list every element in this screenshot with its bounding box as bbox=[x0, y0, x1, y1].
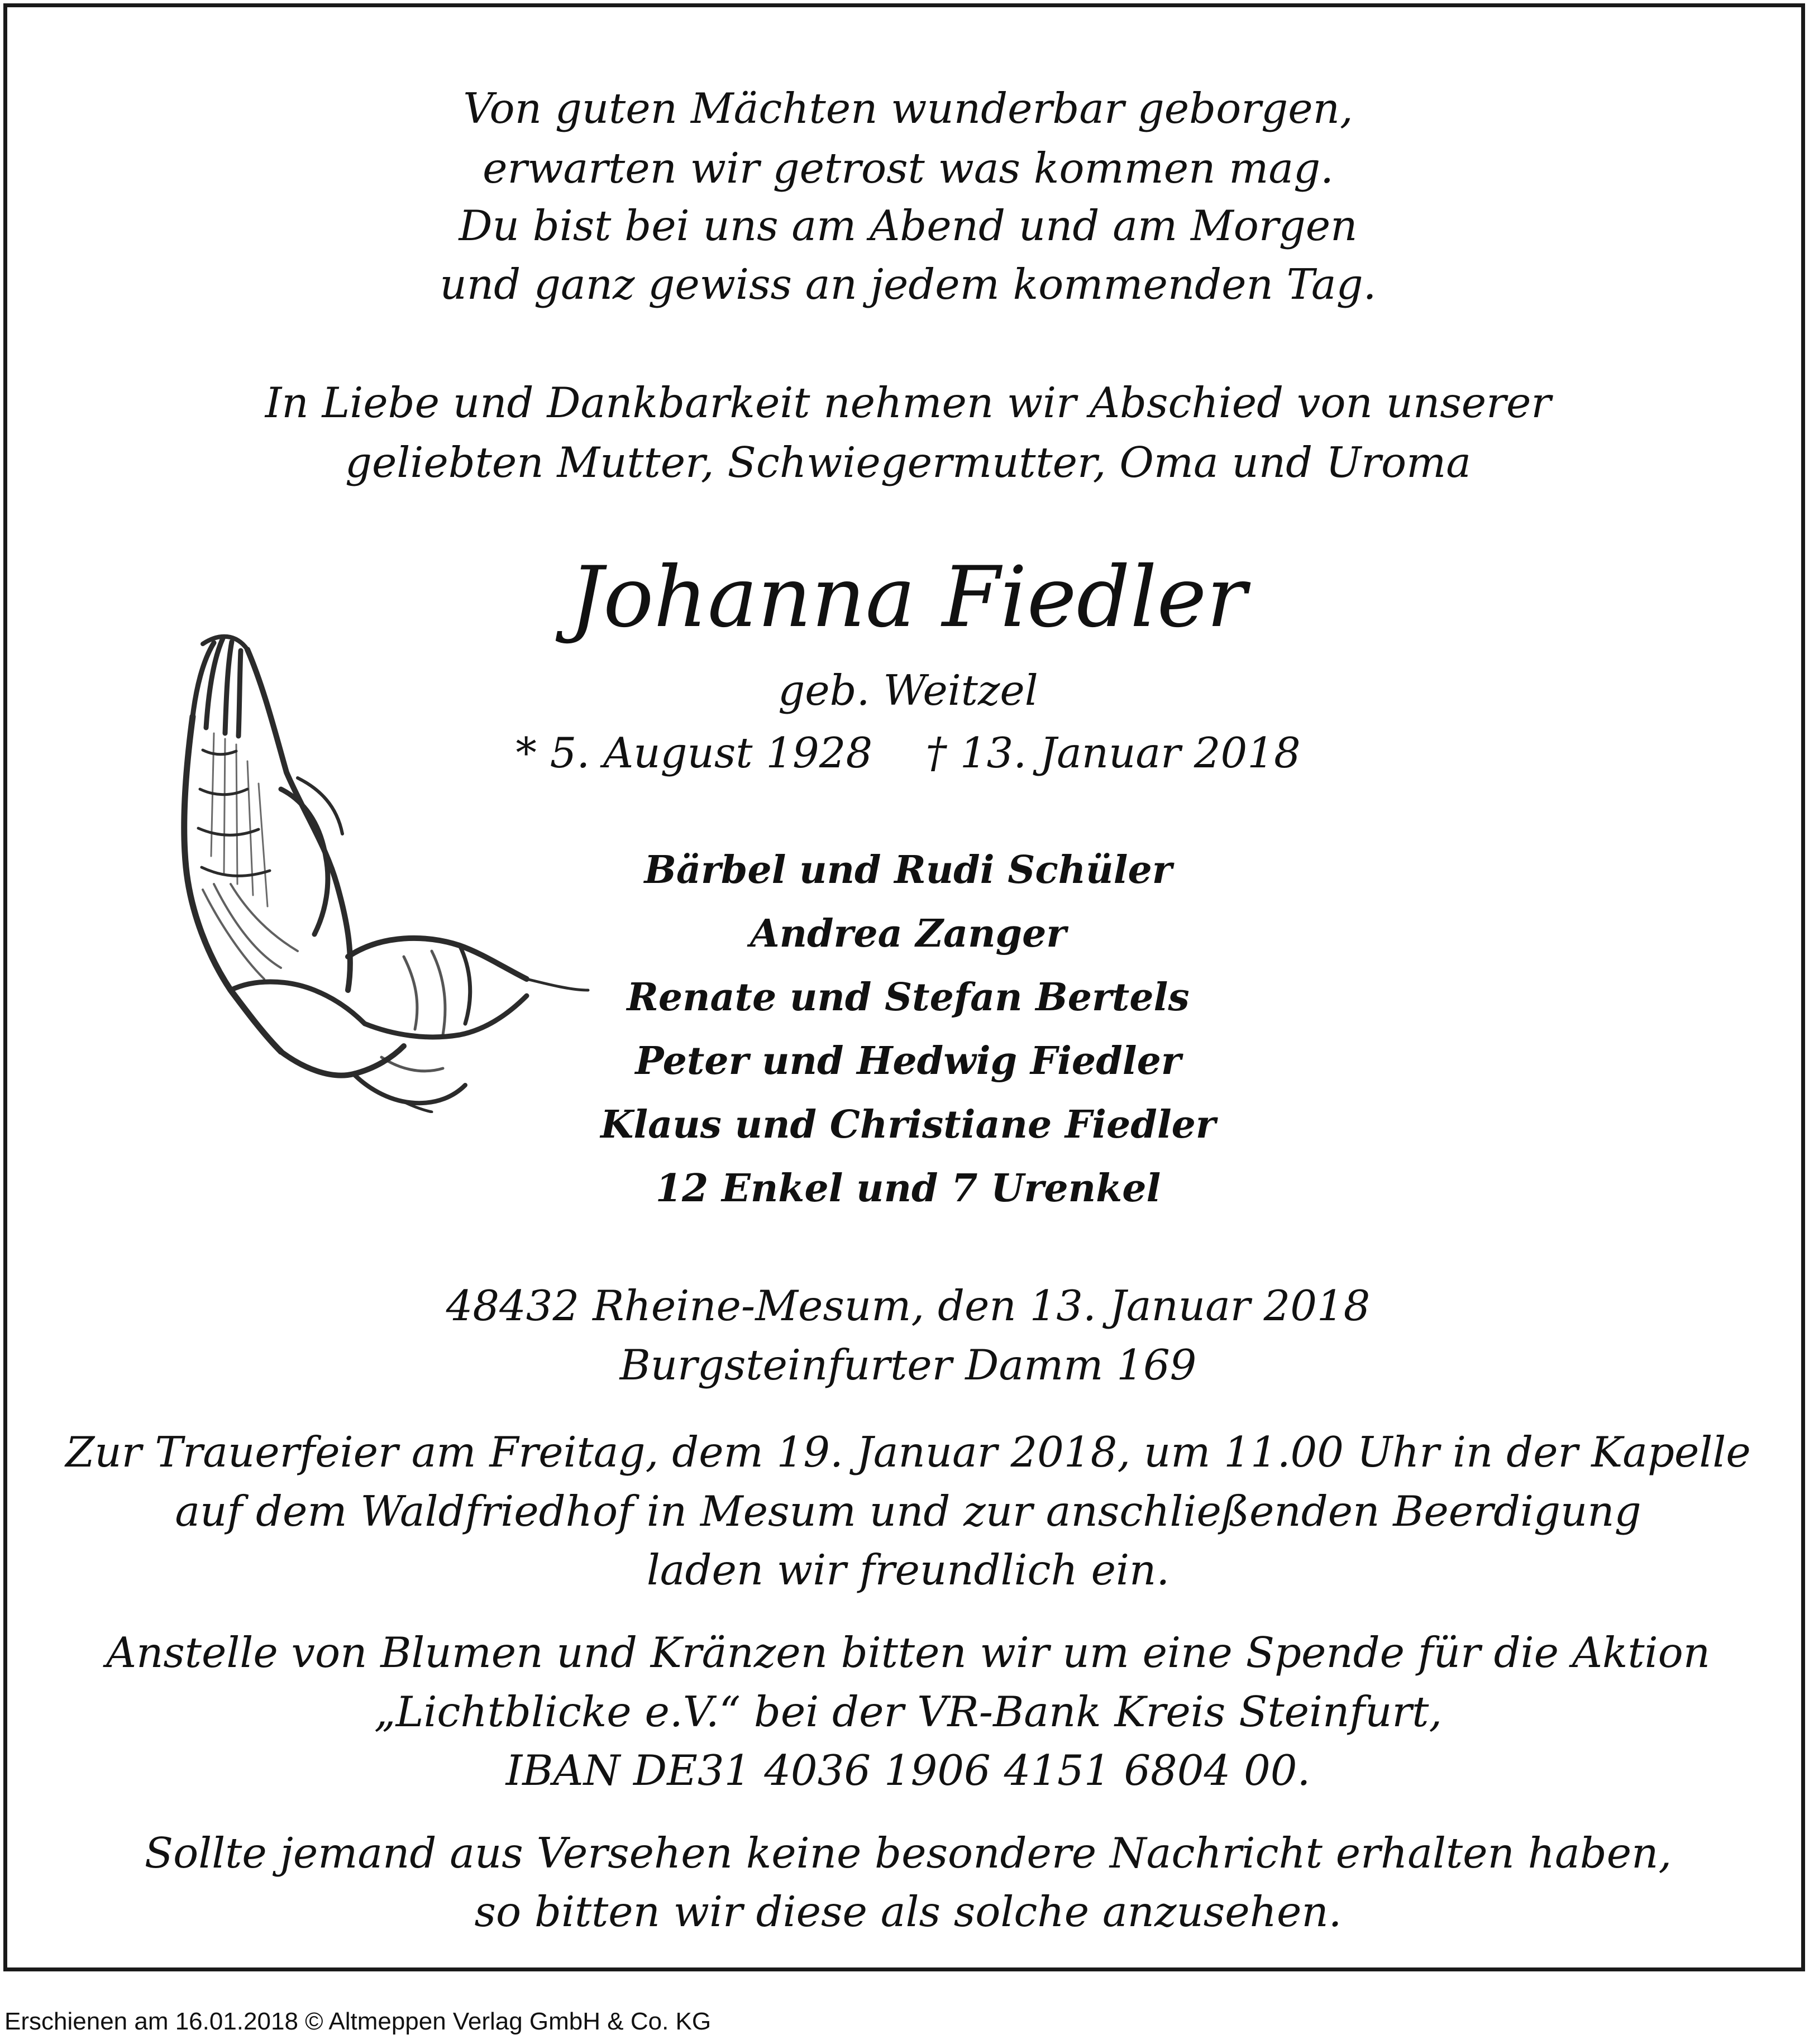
publication-footer: Erschienen am 16.01.2018 © Altmeppen Verlag GmbH & Co. KG bbox=[4, 2008, 712, 2035]
funeral-line: auf dem Waldfriedhof in Mesum und zur anschließenden Beerdigung bbox=[175, 1487, 1641, 1536]
funeral-line: Zur Trauerfeier am Freitag, dem 19. Januar 2018, um 11.00 Uhr in der Kapelle bbox=[65, 1427, 1751, 1477]
closing-line: Sollte jemand aus Versehen keine besondere Nachricht erhalten haben, bbox=[144, 1828, 1672, 1878]
donation-line: Anstelle von Blumen und Kränzen bitten wir um eine Spende für die Aktion bbox=[106, 1628, 1711, 1677]
poem-line: erwarten wir getrost was kommen mag. bbox=[483, 144, 1334, 193]
deceased-name: Johanna Fiedler bbox=[569, 549, 1247, 646]
poem-line: Von guten Mächten wunderbar geborgen, bbox=[463, 84, 1353, 133]
poem-line: und ganz gewiss an jedem kommenden Tag. bbox=[440, 260, 1377, 309]
closing-line: so bitten wir diese als solche anzusehen. bbox=[474, 1887, 1342, 1936]
poem-line: Du bist bei uns am Abend und am Morgen bbox=[459, 201, 1358, 250]
address-line: 48432 Rheine-Mesum, den 13. Januar 2018 bbox=[446, 1281, 1371, 1330]
mourner-line: Bärbel und Rudi Schüler bbox=[644, 848, 1172, 892]
address-line: Burgsteinfurter Damm 169 bbox=[619, 1340, 1197, 1389]
mourner-line: Renate und Stefan Bertels bbox=[627, 975, 1190, 1020]
mourner-line: 12 Enkel und 7 Urenkel bbox=[655, 1166, 1161, 1211]
intro-line: In Liebe und Dankbarkeit nehmen wir Abschied von unserer bbox=[265, 378, 1552, 427]
maiden-name: geb. Weitzel bbox=[778, 666, 1038, 715]
donation-line: „Lichtblicke e.V.“ bei der VR-Bank Kreis Steinfurt, bbox=[374, 1687, 1443, 1736]
mourner-line: Andrea Zanger bbox=[750, 911, 1067, 956]
mourner-line: Klaus und Christiane Fiedler bbox=[600, 1102, 1216, 1147]
obituary-notice bbox=[3, 3, 1805, 1971]
mourner-line: Peter und Hedwig Fiedler bbox=[635, 1039, 1181, 1083]
funeral-line: laden wir freundlich ein. bbox=[646, 1545, 1170, 1594]
intro-line: geliebten Mutter, Schwiegermutter, Oma und Uroma bbox=[345, 438, 1472, 487]
donation-line: IBAN DE31 4036 1906 4151 6804 00. bbox=[505, 1746, 1311, 1795]
life-dates: * 5. August 1928 † 13. Januar 2018 bbox=[515, 728, 1301, 777]
